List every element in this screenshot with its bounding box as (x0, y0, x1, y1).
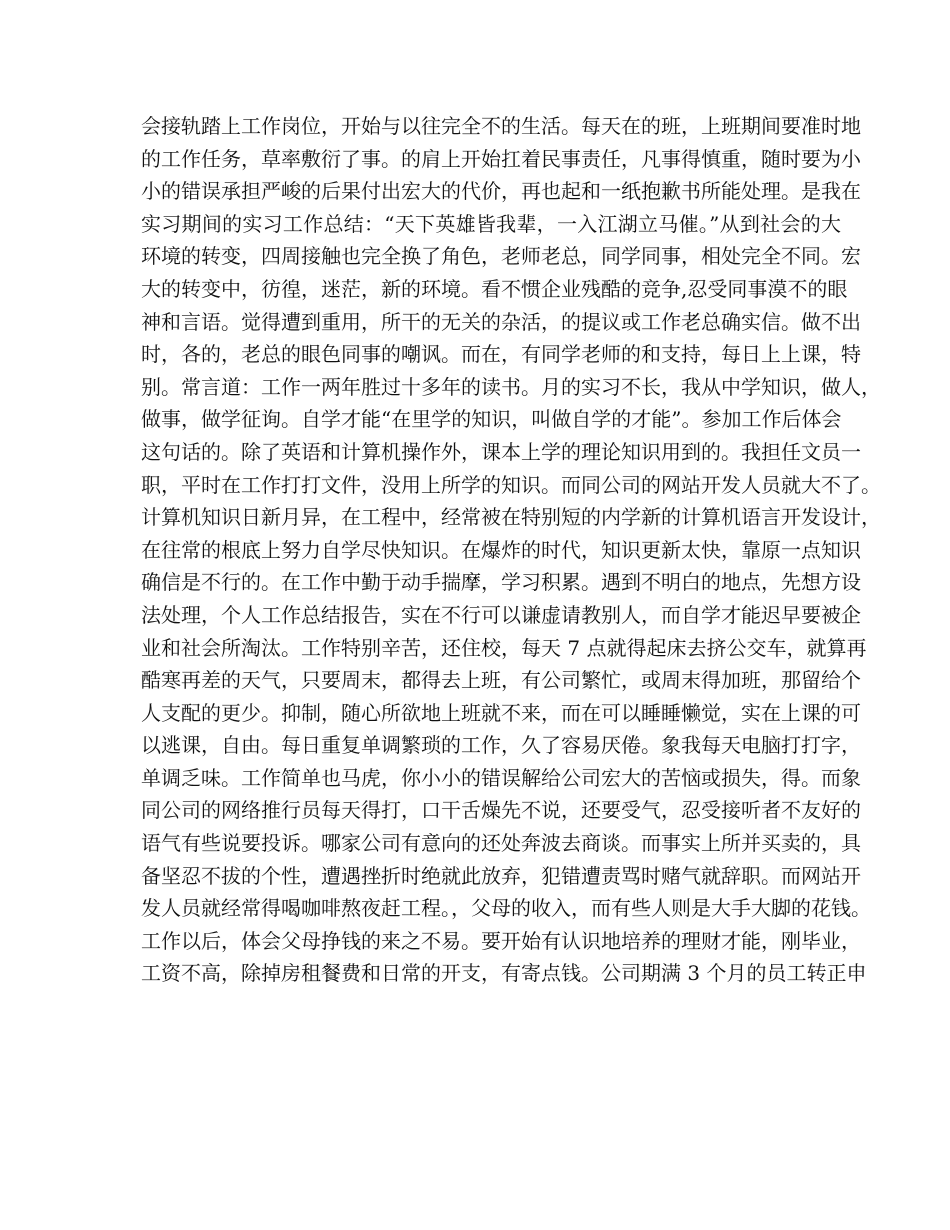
body-text (141, 110, 881, 990)
text-line: 备坚忍不拔的个性，遭遇挫折时绝就此放弃，犯错遭责骂时赌气就辞职。而网站开 (141, 863, 861, 888)
text-line: 业和社会所淘汰。工作特别辛苦，还住校，每天 7 点就得起床去挤公交车，就算再 (141, 635, 867, 660)
text-line: 神和言语。觉得遭到重用，所干的无关的杂活，的提议或工作老总确实信。做不出 (141, 309, 861, 334)
text-line: 人支配的更少。抑制，随心所欲地上班就不来，而在可以睡睡懒觉，实在上课的可 (141, 700, 861, 725)
text-line: 以逃课，自由。每日重复单调繁琐的工作，久了容易厌倦。象我每天电脑打打字， (141, 733, 861, 758)
text-line: 这句话的。除了英语和计算机操作外，课本上学的理论知识用到的。我担任文员一 (141, 439, 861, 464)
text-line: 职，平时在工作打打文件，没用上所学的知识。而同公司的网站开发人员就大不了。 (141, 472, 881, 497)
text-line: 会接轨踏上工作岗位，开始与以往完全不的生活。每天在的班，上班期间要准时地 (141, 114, 861, 138)
text-line: 时，各的，老总的眼色同事的嘲讽。而在，有同学老师的和支持，每日上上课，特 (141, 342, 861, 367)
text-line: 小的错误承担严峻的后果付出宏大的代价，再也起和一纸抱歉书所能处理。是我在 (141, 179, 861, 204)
text-line: 环境的转变，四周接触也完全换了角色，老师老总，同学同事，相处完全不同。宏 (141, 244, 861, 269)
text-line: 做事，做学征询。自学才能“在里学的知识，叫做自学的才能”。参加工作后体会 (141, 407, 842, 432)
text-line: 单调乏味。工作简单也马虎，你小小的错误解给公司宏大的苦恼或损失，得。而象 (141, 765, 861, 790)
text-line: 的工作任务，草率敷衍了事。的肩上开始扛着民事责任，凡事得慎重，随时要为小 (141, 146, 861, 171)
text-line: 酷寒再差的天气，只要周末，都得去上班，有公司繁忙，或周末得加班，那留给个 (141, 668, 861, 693)
text-line: 在往常的根底上努力自学尽快知识。在爆炸的时代，知识更新太快，靠原一点知识 (141, 537, 861, 562)
text-line: 发人员就经常得喝咖啡熬夜赶工程。，父母的收入，而有些人则是大手大脚的花钱。 (141, 896, 871, 921)
text-line: 实习期间的实习工作总结：“天下英雄皆我辈，一入江湖立马催。”从到社会的大 (141, 211, 841, 236)
text-line: 别。常言道：工作一两年胜过十多年的读书。月的实习不长，我从中学知识，做人， (141, 374, 881, 399)
text-line: 法处理，个人工作总结报告，实在不行可以谦虚请教别人，而自学才能迟早要被企 (141, 602, 861, 627)
text-line: 大的转变中，彷徨，迷茫，新的环境。看不惯企业残酷的竞争,忍受同事漠不的眼 (141, 276, 848, 301)
text-line: 同公司的网络推行员每天得打，口干舌燥先不说，还要受气，忍受接听者不友好的 (141, 798, 861, 823)
text-line: 确信是不行的。在工作中勤于动手揣摩，学习积累。遇到不明白的地点，先想方设 (141, 570, 861, 595)
text-line: 工作以后，体会父母挣钱的来之不易。要开始有认识地培养的理财才能，刚毕业， (141, 928, 861, 953)
text-line: 工资不高，除掉房租餐费和日常的开支，有寄点钱。公司期满 3 个月的员工转正申 (141, 961, 867, 986)
text-line: 语气有些说要投诉。哪家公司有意向的还处奔波去商谈。而事实上所并买卖的，具 (141, 831, 861, 856)
text-line: 计算机知识日新月异，在工程中，经常被在特别短的内学新的计算机语言开发设计， (141, 505, 881, 530)
